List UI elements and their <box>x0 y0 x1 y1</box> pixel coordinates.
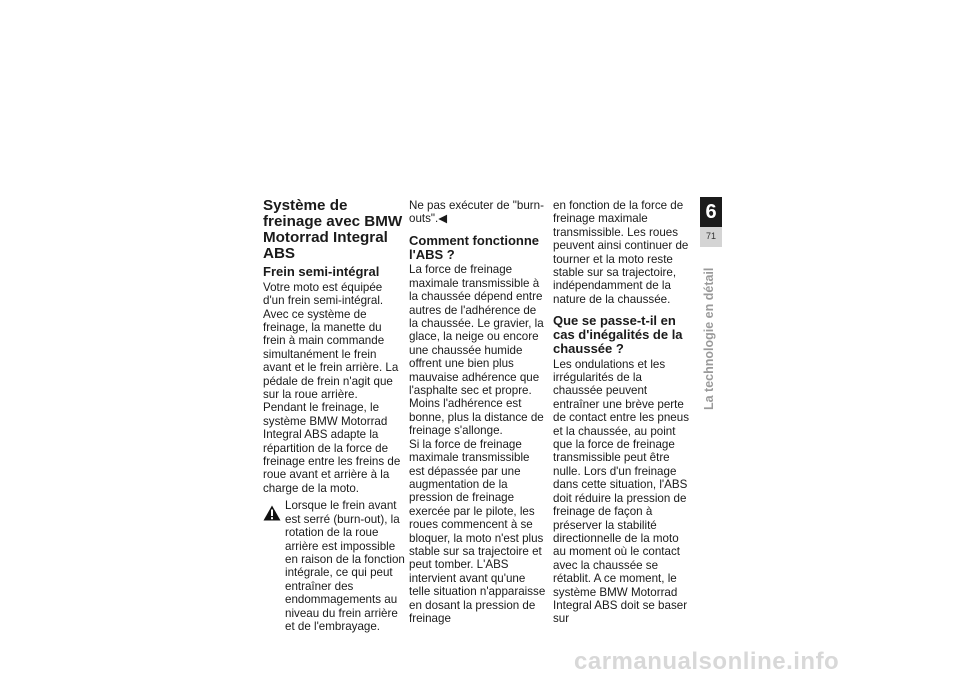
heading-road-irregularities: Que se passe-t-il en cas d'inégalités de la chaussée ? <box>553 313 683 356</box>
page-number: 71 <box>705 231 716 241</box>
paragraph: Votre moto est équipée d'un frein semi-intégral. Avec ce système de freinage, la manette du frein à main commande simultanément le frein avant et le frein arrière. La pédale de frein n'agit que sur la roue arrière. <box>263 280 399 402</box>
paragraph: Ne pas exécuter de "burn-outs".◀ <box>409 199 544 226</box>
column-1 <box>263 198 405 633</box>
chapter-title: La technologie en détail <box>702 267 716 410</box>
column-2 <box>409 199 546 625</box>
warning-block <box>263 499 405 633</box>
heading-how-abs-works: Comment fonctionne l'ABS ? <box>409 232 539 262</box>
watermark: carmanualsonline.info <box>574 648 840 675</box>
chapter-tab <box>700 197 722 247</box>
paragraph: Les ondulations et les irrégularités de la chaussée peuvent entraîner une brève perte de contact entre les pneus et la chaussée, au point que la force de freinage transmissible peut être nulle. Lors d'un freinage dans cette situation, l'ABS doit réduire la pression de freinage de façon à préserver la stabilité directionnelle de la moto au moment où le contact avec la chaussée se rétablit. A ce moment, le système BMW Motorrad Integral ABS doit se baser sur <box>553 357 689 626</box>
paragraph: Si la force de freinage maximale transmissible est dépassée par une augmentation de la pression de freinage exercée par le pilote, les roues commencent à se bloquer, la moto n'est plus stable sur sa trajectoire et peut tomber. L'ABS intervient avant qu'une telle situation n'apparaisse en dosant la pression de freinage <box>409 437 546 625</box>
paragraph: Pendant le freinage, le système BMW Motorrad Integral ABS adapte la répartition de la force de freinage entre les freins de roue avant et arrière à la charge de la moto. <box>263 401 401 495</box>
paragraph: La force de freinage maximale transmissible à la chaussée dépend entre autres de l'adhérence de la chaussée. Le gravier, la glace, la neige ou encore une chaussée humide offrent une bien plus mauvaise adhérence que l'asphalte sec et propre. Moins l'adhérence est bonne, plus la distance de freinage s'allonge. <box>409 263 544 438</box>
column-3 <box>553 199 689 626</box>
chapter-number: 6 <box>700 197 722 227</box>
subheading-semi-integral: Frein semi-intégral <box>263 264 380 279</box>
section-heading: Système de freinage avec BMW Motorrad Integral ABS <box>263 197 403 262</box>
warning-text: Lorsque le frein avant est serré (burn-out), la rotation de la roue arrière est impossible en raison de la fonction intégrale, ce qui peut entraîner des endommagements au niveau du frein arrière et de l'embrayage. <box>285 499 405 633</box>
warning-triangle-icon <box>263 505 281 521</box>
paragraph: en fonction de la force de freinage maximale transmissible. Les roues peuvent ainsi continuer de tourner et la moto reste stable sur sa trajectoire, indépendamment de la nature de la chaussée. <box>553 199 689 306</box>
